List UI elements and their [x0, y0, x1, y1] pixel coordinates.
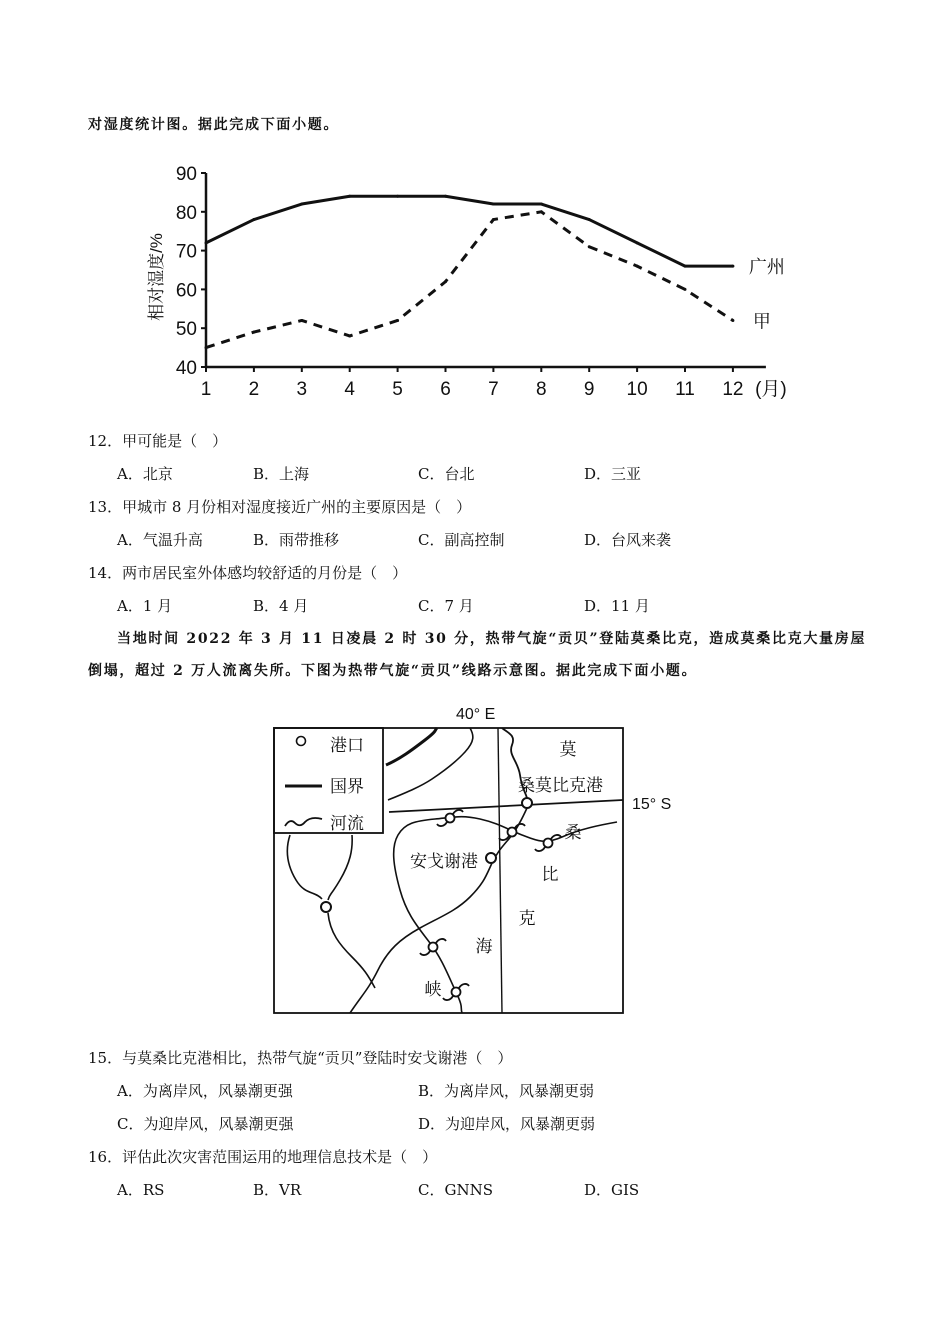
parallel-15s-line — [389, 800, 623, 812]
y-tick-label: 60 — [175, 280, 197, 302]
x-tick-label: 4 — [344, 379, 355, 400]
map-label-channel-6: 峡 — [424, 980, 442, 1000]
series-2-point-5 — [396, 319, 399, 322]
series-1-point-12 — [731, 265, 734, 268]
cyclone-icon-eye — [544, 839, 553, 848]
relative-humidity-chart — [140, 155, 800, 405]
question-15-option-d: D．为迎岸风，风暴潮更弱 — [418, 1115, 596, 1133]
cyclone-icon-eye — [508, 828, 517, 837]
map-label-channel-5: 海 — [475, 937, 493, 957]
series-2-point-4 — [348, 334, 351, 337]
river — [388, 728, 473, 800]
series-1-point-3 — [300, 203, 303, 206]
series-label-2: 甲 — [752, 311, 771, 332]
question-13-option-c: C．副高控制 — [418, 531, 505, 549]
series-1-point-10 — [636, 241, 639, 244]
cyclone-icon-eye — [452, 988, 461, 997]
series-1-point-5 — [396, 195, 399, 198]
meridian-40e-line — [498, 728, 502, 1013]
y-axis-title: 相对湿度/% — [147, 233, 166, 321]
question-14-option-d: D．11 月 — [584, 597, 650, 615]
question-14-stem: 14．两市居民室外体感均较舒适的月份是（ ） — [88, 564, 408, 582]
cyclone-icon-eye — [446, 814, 455, 823]
river — [328, 835, 352, 900]
river — [287, 835, 322, 899]
port-icon — [486, 853, 496, 863]
question-12-stem: 12．甲可能是（ ） — [88, 432, 228, 450]
series-2-point-7 — [492, 218, 495, 221]
x-tick-label: 8 — [536, 379, 547, 400]
cyclone-track-map — [260, 695, 700, 1020]
parallel-label: 15° S — [632, 796, 672, 813]
intro-line: 对湿度统计图。据此完成下面小题。 — [88, 117, 340, 133]
series-1-point-1 — [205, 241, 208, 244]
question-16-option-a: A．RS — [117, 1181, 165, 1199]
cyclone-icon — [443, 984, 469, 1000]
passage-line-2: 倒塌，超过 2 万人流离失所。下图为热带气旋“贡贝”线路示意图。据此完成下面小题。 — [88, 663, 698, 679]
question-13-option-d: D．台风来袭 — [584, 531, 672, 549]
question-12-option-c: C．台北 — [418, 465, 475, 483]
cyclone-icon — [420, 939, 446, 955]
x-tick-label: 12 — [722, 379, 744, 400]
x-tick-label: 7 — [488, 379, 499, 400]
x-tick-label: 1 — [200, 379, 212, 400]
series-line-2 — [206, 212, 733, 348]
river — [328, 913, 375, 988]
series-2-point-10 — [636, 265, 639, 268]
series-1-point-2 — [252, 218, 255, 221]
x-tick-label: 3 — [296, 379, 308, 400]
question-12-option-a: A．北京 — [117, 465, 173, 483]
series-2-point-1 — [205, 346, 208, 349]
cyclone-icon — [535, 835, 561, 851]
series-2-point-12 — [731, 319, 734, 322]
legend-border-label: 国界 — [330, 777, 364, 797]
question-14-option-c: C．7 月 — [418, 597, 474, 615]
x-tick-label: 5 — [392, 379, 403, 400]
map-label-port-mozambique: 桑莫比克港 — [518, 776, 603, 796]
map-label-channel-4: 克 — [518, 909, 536, 929]
x-tick-label: 11 — [675, 379, 695, 400]
question-13-stem: 13．甲城市 8 月份相对湿度接近广州的主要原因是（ ） — [88, 498, 472, 516]
series-2-point-6 — [444, 280, 447, 283]
map-label-port-angoche: 安戈谢港 — [410, 852, 478, 872]
cyclone-icon-eye — [429, 943, 438, 952]
question-15-stem: 15．与莫桑比克港相比，热带气旋“贡贝”登陆时安戈谢港（ ） — [88, 1049, 513, 1067]
meridian-label: 40° E — [456, 706, 496, 723]
y-tick-label: 70 — [175, 241, 197, 263]
y-tick-label: 90 — [175, 164, 197, 185]
legend-river-symbol — [285, 818, 322, 826]
question-15-option-c: C．为迎岸风，风暴潮更强 — [117, 1115, 294, 1133]
port-icon — [321, 902, 331, 912]
question-16-option-d: D．GIS — [584, 1181, 640, 1199]
port-icon — [522, 798, 532, 808]
map-label-channel-2: 桑 — [564, 823, 582, 843]
series-2-point-8 — [540, 210, 543, 213]
y-tick-label: 50 — [175, 319, 197, 341]
map-label-channel-1: 莫 — [559, 740, 577, 760]
question-12-option-b: B．上海 — [253, 465, 310, 483]
series-label-1: 广州 — [748, 257, 785, 278]
series-2-point-2 — [252, 331, 255, 334]
map-label-channel-3: 比 — [541, 865, 559, 885]
series-1-point-9 — [588, 218, 591, 221]
question-14-option-b: B．4 月 — [253, 597, 309, 615]
y-tick-label: 80 — [175, 202, 197, 224]
series-2-point-9 — [588, 245, 591, 248]
x-tick-label: 9 — [583, 379, 595, 400]
question-16-option-c: C．GNNS — [418, 1181, 493, 1199]
series-2-point-3 — [300, 319, 303, 322]
question-14-option-a: A．1 月 — [117, 597, 173, 615]
question-15-option-b: B．为离岸风，风暴潮更弱 — [418, 1082, 595, 1100]
series-1-point-7 — [492, 203, 495, 206]
national-border — [386, 728, 437, 765]
series-1-point-11 — [684, 265, 687, 268]
series-1-point-4 — [348, 195, 351, 198]
x-tick-label: 2 — [248, 379, 260, 400]
series-1-point-6 — [444, 195, 447, 198]
series-1-point-8 — [540, 203, 543, 206]
question-12-option-d: D．三亚 — [584, 465, 642, 483]
question-15-option-a: A．为离岸风，风暴潮更强 — [117, 1082, 293, 1100]
question-16-stem: 16．评估此次灾害范围运用的地理信息技术是（ ） — [88, 1148, 438, 1166]
series-line-1 — [206, 196, 733, 266]
series-2-point-11 — [684, 288, 687, 291]
legend-river-label: 河流 — [330, 814, 364, 834]
x-axis-unit: (月) — [755, 379, 787, 400]
legend-box — [274, 728, 383, 833]
question-13-option-a: A．气温升高 — [117, 531, 203, 549]
question-13-option-b: B．雨带推移 — [253, 531, 340, 549]
legend-port-label: 港口 — [330, 736, 364, 756]
passage-line-1: 当地时间 2022 年 3 月 11 日凌晨 2 时 30 分，热带气旋“贡贝”登陆莫桑比克，造成莫桑比克大量房屋 — [117, 631, 867, 647]
x-tick-label: 6 — [440, 379, 451, 400]
legend-port-icon — [297, 737, 306, 746]
x-tick-label: 10 — [626, 379, 648, 400]
y-tick-label: 40 — [175, 358, 197, 379]
question-16-option-b: B．VR — [253, 1181, 302, 1199]
